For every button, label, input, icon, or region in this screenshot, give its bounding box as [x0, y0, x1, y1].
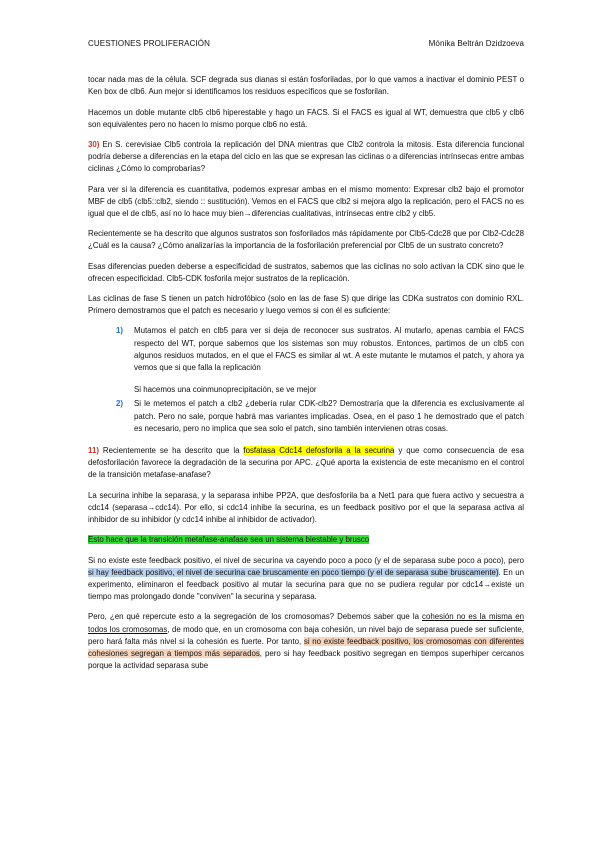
question-11-highlight: fosfatasa Cdc14 defosforila a la securina — [243, 446, 395, 456]
paragraph-10-highlight: si no existe feedback positivo, los cromosomas con diferentes cohesiones segregan a tiempos más separados — [88, 636, 524, 658]
list-item-1 — [116, 325, 524, 374]
paragraph-5: Esas diferencias pueden deberse a especificidad de sustratos, sabemos que las ciclinas no solo activan la CDK sino que le ofrecen especificidad. Clb5-CDK fosforila mejor sustratos de la replicación. — [88, 261, 524, 283]
green-highlight-line — [88, 534, 524, 546]
paragraph-10-underline: cohesión no es la misma en todos los cromosomas — [88, 612, 524, 634]
paragraph-1: tocar nada mas de la célula. SCF degrada sus dianas si están fosforiladas, por lo que vamos a inactivar el dominio PEST o Ken box de clb6. Aun mejor si identificamos los residuos específicos que se fosforilan. — [88, 75, 524, 97]
paragraph-2: Hacemos un doble mutante clb5 clb6 hiperestable y hago un FACS. Si el FACS es igual al WT, demuestra que clb5 y clb6 son equivalentes pero no hacen lo mismo porque clb6 no está. — [88, 107, 524, 129]
paragraph-10-a: Pero, ¿en qué repercute esto a la segregación de los cromosomas? Debemos saber que la — [88, 612, 423, 622]
question-30-text: En S. cerevisiae Clb5 controla la replicación del DNA mientras que Clb2 controla la mitosis. Esta diferencia funcional podría deberse a diferencias en la etapa del ciclo en las que se expresan las ciclinas o a diferencias intrínsecas entre ambas ciclinas ¿Cómo lo comprobarías? — [88, 140, 524, 174]
paragraph-9 — [88, 555, 524, 604]
question-11-text-b: y que como consecuencia de esa defosforilación favorece la degradación de la securina por APC. ¿Qué aporta la existencia de este mecanismo en el control de la transición metafase-anafase? — [88, 446, 524, 480]
paragraph-3: Para ver si la diferencia es cuantitativa, podemos expresar ambas en el mismo momento: Expresar clb2 bajo el promotor MBF de clb5 (clb5::clb2, siendo :: sustitución). Vemos en el FACS que clb2 si mejora algo la replicación, pero el FACS no es igual que el de clb5, así no lo hace muy bien→diferencias cualitativas, intrínsecas entre clb2 y clb5. — [88, 184, 524, 219]
question-30 — [88, 139, 524, 176]
header-title: CUESTIONES PROLIFERACIÓN — [88, 39, 210, 48]
page-header — [88, 38, 524, 50]
list-item-2-number: 2) — [116, 399, 124, 409]
paragraph-10-b: , de modo que, en un cromosoma con baja cohesión, un nivel bajo de separasa puede ser suficiente, pero hará falta más nivel si la cohesión es fuerte. Por tanto, — [88, 624, 524, 646]
question-11 — [88, 445, 524, 482]
paragraph-7: Si hacemos una coinmunoprecipitación, se ve mejor — [134, 385, 317, 395]
paragraph-9-b: . En un experimento, eliminaron el feedback positivo al mutar la securina para que no se pudiera regular por cdc14→existe un tiempo mas prolongado donde "conviven" la securina y separasa. — [88, 567, 524, 602]
green-highlight-text: Esto hace que la transición metafase-anafase sea un sistema biestable y brusco — [88, 535, 370, 545]
header-author: Mónika Beltrán Dzidzoeva — [428, 39, 524, 48]
paragraph-9-a: Si no existe este feedback positivo, el nivel de securina va cayendo poco a poco (y el de separasa sube poco a poco), pero — [88, 555, 524, 565]
question-30-number: 30) — [88, 140, 100, 150]
list-item-2 — [116, 398, 524, 435]
paragraph-10-c: , pero si hay feedback positivo segregan en tiempos superhiper cercanos porque la actividad separasa sube — [88, 648, 524, 671]
question-11-number: 11) — [88, 446, 99, 456]
paragraph-6: Las ciclinas de fase S tienen un patch hidrofóbico (solo en las de fase S) que dirige las CDKa sustratos con dominio RXL. Primero demostramos que el patch es necesario y luego vemos si con él es suficiente: — [88, 294, 524, 316]
paragraph-4: Recientemente se ha descrito que algunos sustratos son fosforilados más rápidamente por Clb5-Cdc28 que por Clb2-Cdc28 ¿Cuál es la causa? ¿Cómo analizarías la importancia de la fosforilación preferencial por Clb5 de un sustrato concreto? — [88, 229, 524, 251]
paragraph-10 — [88, 611, 524, 672]
list-item-2-text: Si le metemos el patch a clb2 ¿debería rular CDK-clb2? Demostraría que la diferencia es exclusivamente al patch. Pero no sale, porque habrá mas variantes implicadas. Osea, en el paso 1 he demostrado que el patch es necesario, pero no implica que sea solo el patch, sino también intervienen otras cosas. — [134, 399, 524, 433]
list-item-1-text: Mutamos el patch en clb5 para ver si deja de reconocer sus sustratos. Al mutarlo, apenas cambia el FACS respecto del WT, porque sabemos que los sistemas son muy robustos. Entonces, partimos de un clb5 con algunos residuos mutados, en el que el FACS es similar al wt. A este mutante le mutamos el patch, y ahora ya vemos que si que falla la replicación — [134, 326, 524, 373]
list-item-1-number: 1) — [116, 326, 124, 336]
question-11-text-a: Recientemente se ha descrito que la — [98, 446, 244, 456]
paragraph-8: La securina inhibe la separasa, y la separasa inhibe PP2A, que desfosforila ba a Net1 para que fuera activo y secuestra a cdc14 (separasa→cdc14). Por ello, si cdc14 inhibe la securina, es un feedback positivo por el que la separasa activa al inhibidor de su inhibidor (y cdc14 inhibe al inhibidor de activador). — [88, 490, 524, 525]
paragraph-9-highlight: si hay feedback positivo, el nivel de securina cae bruscamente en poco tiempo (y el de separasa sube bruscamente) — [88, 567, 499, 577]
